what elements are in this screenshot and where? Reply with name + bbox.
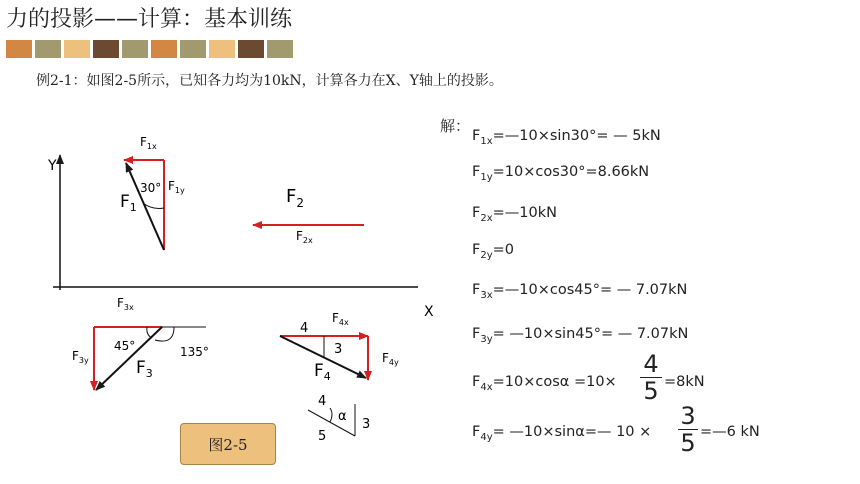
fraction-four-fifths [640, 352, 662, 403]
f3-force-vector [96, 327, 162, 390]
f1-label: $F_1$ [120, 192, 137, 214]
f1y-label: $F_{1y}$ [168, 179, 185, 195]
x-axis-label: X [424, 304, 434, 320]
solution-line-f2y: $F_{2y}=0$ [472, 242, 514, 261]
fraction-denominator: 5 [643, 377, 659, 405]
fraction-denominator: 5 [680, 429, 696, 457]
fraction-three-fifths [678, 404, 698, 455]
f2-label: $F_2$ [286, 186, 304, 210]
f1-angle-label: 30° [140, 181, 162, 195]
small-triangle-bottom-label: 5 [318, 429, 327, 444]
figure-caption [180, 423, 276, 465]
page-title: 力的投影——计算：基本训练 [6, 7, 293, 32]
small-triangle-alpha-label: α [338, 409, 347, 424]
f3-label: $F_3$ [136, 358, 153, 380]
f1x-label: $F_{1x}$ [140, 135, 157, 151]
solution-line-f4x: $F_{4x}=10\times\cos\alpha =10\times$ [472, 374, 617, 393]
f3-outer-angle-arc [155, 327, 174, 341]
small-triangle-top-label: 4 [318, 394, 327, 409]
f3-inner-angle-label: 45° [114, 339, 136, 353]
f4-label: $F_4$ [314, 361, 331, 383]
solution-line-f3x: $F_{3x}=—10\times\cos 45^\circ=$ — 7.07kN [472, 282, 688, 301]
fraction-numerator: 4 [643, 350, 659, 378]
small-triangle-right-label: 3 [362, 417, 371, 432]
solution-line-f2x: $F_{2x}=—10kN$ [472, 205, 557, 224]
fraction-numerator: 3 [680, 402, 696, 430]
f4-horizontal-leg-label: 4 [300, 321, 309, 336]
solution-line-f3y: $F_{3y}=$ —10×sin45°= — 7.07kN [472, 326, 689, 345]
solution-heading: 解： [440, 117, 471, 135]
f4x-label: $F_{4x}$ [332, 311, 349, 327]
f3x-label: $F_{3x}$ [117, 296, 134, 312]
f3y-label: $F_{3y}$ [72, 349, 89, 365]
solution-line-f4y-result: =—6 kN [700, 424, 760, 440]
f4-vertical-leg-label: 3 [334, 342, 343, 357]
problem-statement: 例2-1：如图2-5所示，已知各力均为10kN，计算各力在X、Y轴上的投影。 [36, 73, 503, 89]
solution-line-f4y: $F_{4y}=$ —10×sinα=— 10 × [472, 424, 652, 443]
f2x-label: $F_{2x}$ [296, 229, 313, 245]
y-axis-label: Y [48, 158, 57, 174]
solution-line-f1x: $F_{1x}=—10\times\sin 30^\circ=$ — 5kN [472, 128, 661, 147]
small-triangle-alpha-arc [330, 408, 332, 422]
solution-line-f1y: $F_{1y}=10\times\cos 30^\circ=8.66kN$ [472, 164, 650, 183]
f3-outer-angle-label: 135° [180, 345, 209, 359]
f4y-label: $F_{4y}$ [382, 351, 399, 367]
solution-line-f4x-result: =8kN [664, 374, 705, 390]
figure-caption-text: 图2-5 [208, 435, 248, 454]
